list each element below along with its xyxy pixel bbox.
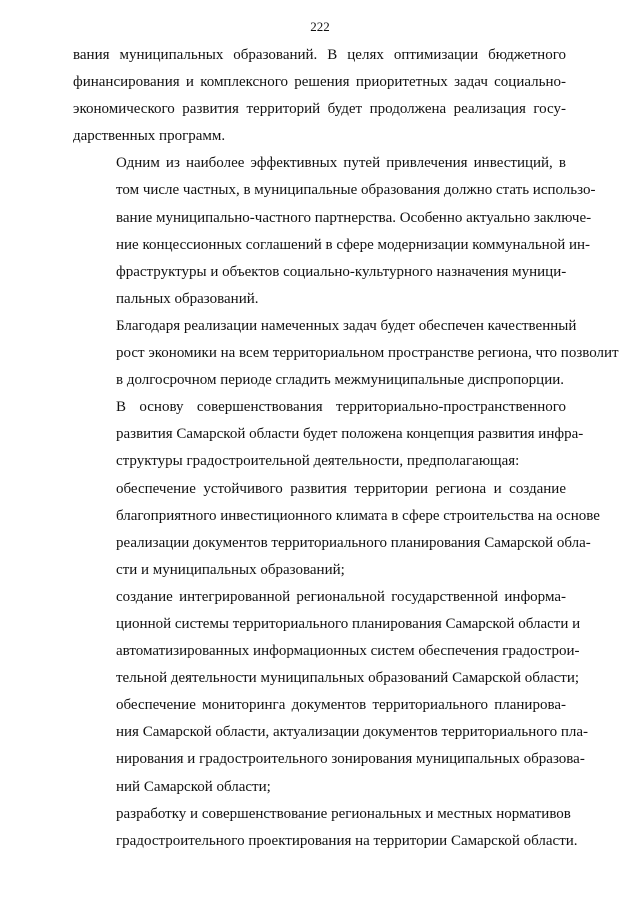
text-line: экономического развития территорий будет продолжена реализация госу- — [73, 101, 566, 118]
text-line: Одним из наиболее эффективных путей привлечения инвестиций, в — [116, 155, 566, 172]
text-line: вания муниципальных образований. В целях оптимизации бюджетного — [73, 47, 566, 63]
paragraph-3 — [73, 313, 619, 394]
text-line: градостроительного проектирования на территории Самарской области. — [116, 832, 578, 849]
text-line: финансирования и комплексного решения приоритетных задач социально- — [73, 74, 566, 91]
text-line: ние концессионных соглашений в сфере модернизации коммунальной ин- — [116, 236, 591, 253]
text-line: структуры градостроительной деятельности, предполагающая: — [116, 453, 520, 470]
paragraph-5 — [73, 476, 600, 584]
body-text — [73, 42, 619, 855]
page-number: 222 — [310, 19, 330, 34]
text-line: разработку и совершенствование региональных и местных нормативов — [116, 805, 571, 822]
text-line: благоприятного инвестиционного климата в сфере строительства на основе — [116, 507, 600, 524]
text-line: развития Самарской области будет положена концепция развития инфра- — [116, 426, 584, 443]
paragraph-7 — [73, 692, 588, 800]
text-line: пальных образований. — [116, 290, 259, 307]
text-line: вание муниципально-частного партнерства. Особенно актуально заключе- — [116, 209, 592, 226]
text-line: обеспечение устойчивого развития территории региона и создание — [116, 480, 566, 497]
text-line: сти и муниципальных образований; — [116, 561, 345, 578]
text-line: рост экономики на всем территориальном пространстве региона, что позволит — [116, 345, 619, 362]
text-line: том числе частных, в муниципальные образования должно стать использо- — [116, 182, 596, 199]
text-line: Благодаря реализации намеченных задач будет обеспечен качественный — [116, 317, 577, 334]
text-line: дарственных программ. — [73, 128, 226, 145]
paragraph-6 — [73, 584, 581, 692]
text-line: реализации документов территориального планирования Самарской обла- — [116, 534, 591, 551]
text-line: тельной деятельности муниципальных образований Самарской области; — [116, 670, 580, 687]
text-line: ционной системы территориального планирования Самарской области и — [116, 615, 581, 632]
text-line: В основу совершенствования территориально-пространственного — [116, 399, 566, 416]
text-line: автоматизированных информационных систем обеспечения градострои- — [116, 643, 580, 660]
paragraph-2 — [73, 150, 596, 313]
text-line: ний Самарской области; — [116, 778, 271, 795]
text-line: обеспечение мониторинга документов территориального планирова- — [116, 697, 566, 714]
paragraph-4 — [73, 394, 584, 475]
text-line: нирования и градостроительного зонирования муниципальных образова- — [116, 751, 585, 768]
text-line: ния Самарской области, актуализации документов территориального пла- — [116, 724, 588, 741]
paragraph-8 — [73, 801, 578, 855]
text-line: создание интегрированной региональной государственной информа- — [116, 588, 566, 605]
text-line: фраструктуры и объектов социально-культурного назначения муници- — [116, 263, 567, 280]
paragraph-1 — [73, 42, 566, 150]
text-line: в долгосрочном периоде сгладить межмуниципальные диспропорции. — [116, 372, 564, 389]
